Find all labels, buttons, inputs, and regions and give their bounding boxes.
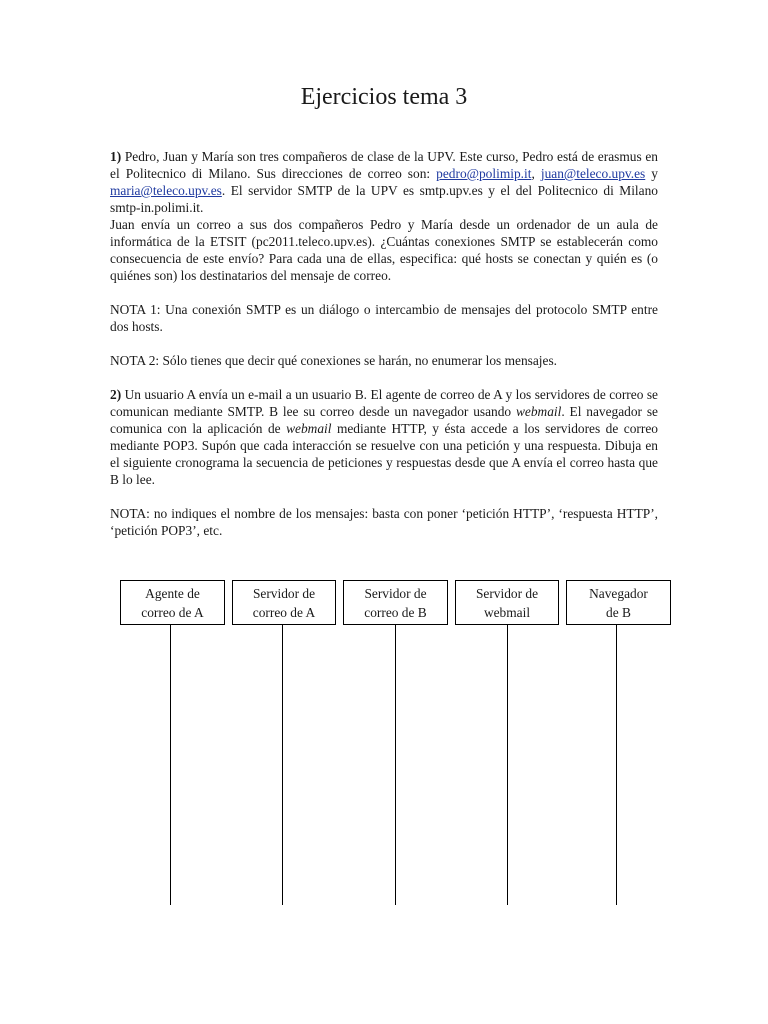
webmail-term: webmail — [286, 421, 332, 436]
exercise-2-text-c: mediante HTTP, y ésta accede a los servidores de correo mediante POP3. Supón que cada interacción se resuelve con una petición y una respuesta. Dibuja en el siguiente cronograma la secuencia de peticiones y respuestas desde que A envía el correo hasta que B lo lee. — [110, 421, 658, 487]
diagram-box-agent-a — [120, 580, 225, 625]
separator: , — [531, 166, 541, 181]
box-label-line2: correo de A — [141, 604, 204, 620]
box-label-line1: Servidor de — [252, 585, 316, 601]
separator: y — [645, 166, 658, 181]
email-link-maria[interactable]: maria@teleco.upv.es — [110, 183, 222, 198]
lifeline-mail-server-b — [395, 625, 396, 905]
email-link-pedro[interactable]: pedro@polimip.it — [436, 166, 532, 181]
exercise-1-number: 1) — [110, 149, 122, 164]
box-label-line1: Servidor de — [475, 585, 539, 601]
box-label-line2: webmail — [483, 604, 531, 620]
diagram-box-webmail-server — [455, 580, 559, 625]
exercise-1-text-b: . El servidor SMTP de la UPV es smtp.upv.es y el del Politecnico di Milano smtp-in.polimi.it. — [110, 183, 658, 215]
exercise-2-text-b: . El navegador se comunica con la aplicación de — [110, 404, 659, 436]
note-1: NOTA 1: Una conexión SMTP es un diálogo o intercambio de mensajes del protocolo SMTP entre dos hosts. — [110, 302, 658, 334]
diagram-box-mail-server-b — [343, 580, 448, 625]
email-link-juan[interactable]: juan@teleco.upv.es — [540, 166, 646, 181]
lifeline-webmail-server — [507, 625, 508, 905]
lifeline-agent-a — [170, 625, 171, 905]
box-label-line1: Navegador — [589, 585, 648, 601]
box-label-line2: correo de A — [252, 604, 316, 620]
diagram-box-browser-b — [566, 580, 671, 625]
exercise-2-number: 2) — [110, 387, 122, 402]
lifeline-mail-server-a — [282, 625, 283, 905]
exercise-1-question: Juan envía un correo a sus dos compañeros Pedro y María desde un ordenador de un aula de informática de la ETSIT (pc2011.teleco.upv.es). ¿Cuántas conexiones SMTP se establecerán como consecuencia de este envío? Para cada una de ellas, especifica: qué hosts se conectan y quién es (o quiénes son) los destinatarios del mensaje de correo. — [110, 217, 658, 283]
exercise-text — [110, 148, 658, 539]
box-label-line1: Servidor de — [364, 585, 427, 601]
exercise-2-paragraph — [110, 386, 658, 488]
exercise-1-paragraph — [110, 148, 658, 216]
box-label-line1: Agente de — [145, 585, 200, 601]
exercise-1-text-a: Pedro, Juan y María son tres compañeros de clase de la UPV. Este curso, Pedro está de erasmus en el Politecnico di Milano. Sus direcciones de correo son: — [110, 149, 658, 181]
note-3: NOTA: no indiques el nombre de los mensajes: basta con poner ‘petición HTTP’, ‘respuesta HTTP’, ‘petición POP3’, etc. — [110, 506, 658, 538]
exercise-2-text-a: Un usuario A envía un e-mail a un usuario B. El agente de correo de A y los servidores de correo se comunican mediante SMTP. B lee su correo desde un navegador usando — [110, 387, 658, 419]
note-2: NOTA 2: Sólo tienes que decir qué conexiones se harán, no enumerar los mensajes. — [110, 353, 558, 368]
box-label-line2: de B — [606, 604, 631, 620]
lifeline-browser-b — [616, 625, 617, 905]
diagram-box-mail-server-a — [232, 580, 336, 625]
page-title: Ejercicios tema 3 — [300, 84, 468, 110]
box-label-line2: correo de B — [364, 604, 427, 620]
webmail-term: webmail — [515, 404, 562, 419]
